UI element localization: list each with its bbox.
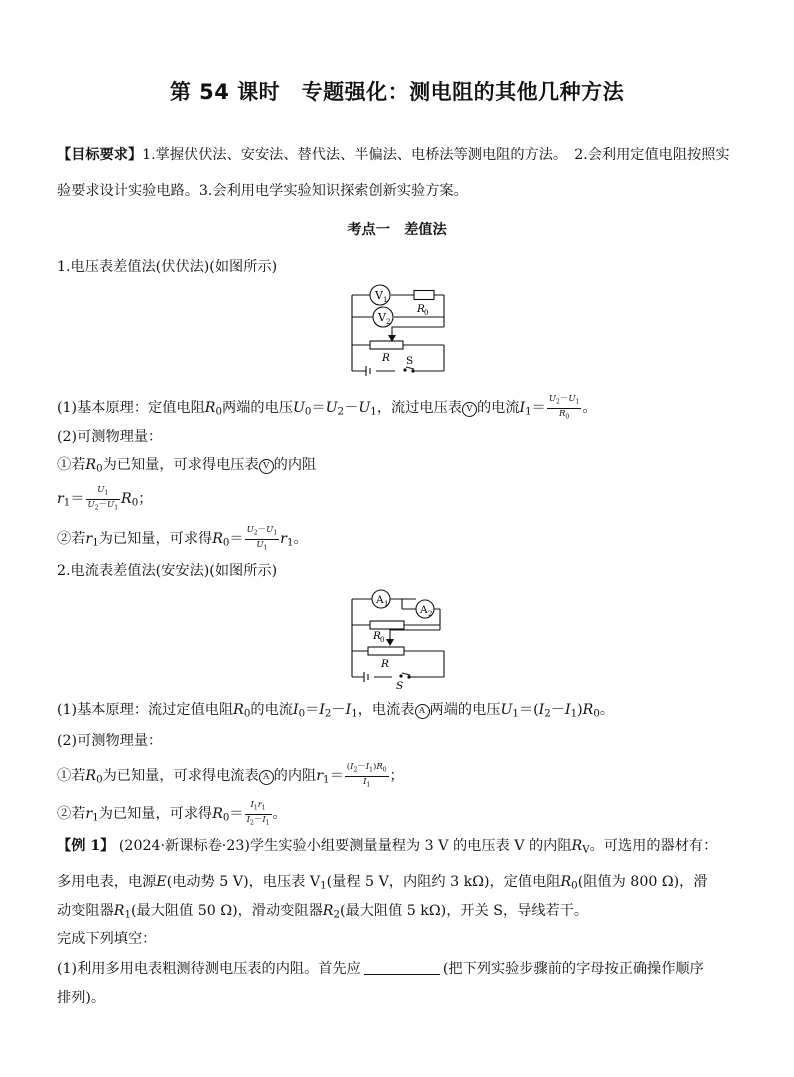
- ammeter-symbol-icon: A: [415, 704, 430, 719]
- r-label: R: [382, 352, 390, 364]
- example-line-6: 排列)。: [57, 990, 106, 1006]
- voltmeter-circuit-diagram: [340, 283, 460, 383]
- part2-measurable: (2)可测物理量：: [57, 733, 163, 749]
- example-line-1: 【例 1】 (2024·新课标卷·23)学生实验小组要测量量程为 3 V 的电压表 V 的内阻$R_V$。可选用的器材有：: [57, 838, 718, 856]
- a2-label: A: [420, 604, 428, 616]
- ammeter-symbol-icon: A: [259, 770, 274, 785]
- voltmeter-symbol-icon: V: [462, 402, 477, 417]
- r-label: R: [381, 658, 389, 670]
- example-line-4: 完成下列填空：: [57, 931, 157, 947]
- v1-label: V: [375, 289, 383, 302]
- part1-case1: ①若$R_0$为已知量，可求得电压表 V 的内阻: [57, 457, 317, 475]
- part2-principle: (1)基本原理：流过定值电阻$R_0$的电流$I_0=I_2-I_1$，电流表 A 两端的电压$U_1=(I_2-I_1)R_0$。: [57, 702, 615, 720]
- s-label: S: [406, 355, 414, 367]
- example-line-5: (1)利用多用电表粗测待测电压表的内阻。首先应 (把下列实验步骤前的字母按正确操作顺序: [57, 961, 704, 977]
- r0-sub: 0: [380, 636, 385, 644]
- a2-sub: 2: [428, 610, 433, 618]
- v2-sub: 2: [386, 318, 391, 326]
- example-line-2: 多用电表，电源E(电动势 5 V)，电压表 $V_1$(量程 5 V，内阻约 3 kΩ)，定值电阻$R_0$(阻值为 800 Ω)，滑: [57, 874, 708, 892]
- part2-heading: 2.电流表差值法(安安法)(如图所示): [57, 563, 278, 579]
- part1-heading: 1.电压表差值法(伏伏法)(如图所示): [57, 259, 278, 275]
- a1-sub: 1: [384, 600, 389, 608]
- voltmeter-symbol-icon: V: [259, 459, 274, 474]
- page-title: 第 54 课时 专题强化：测电阻的其他几种方法: [169, 80, 625, 104]
- s-label: S: [396, 680, 404, 692]
- section-heading: 考点一 差值法: [347, 222, 447, 238]
- part1-case2: ②若$r_1$为已知量，可求得$R_0=$ $\frac{U_2-U_1}{U_1}$ $r_1$。: [57, 525, 308, 552]
- v1-sub: 1: [383, 296, 388, 304]
- goal-line-1: [57, 145, 730, 165]
- part2-case2: ②若$r_1$为已知量，可求得$R_0=$ $\frac{I_1r_1}{I_2-I_1}$ 。: [57, 800, 287, 827]
- goal-label: 【目标要求】: [57, 147, 143, 163]
- ammeter-circuit-diagram: [340, 585, 460, 693]
- part1-measurable: (2)可测物理量：: [57, 429, 163, 445]
- v2-label: V: [378, 311, 386, 324]
- example-line-3: 动变阻器$R_1$(最大阻值 50 Ω)，滑动变阻器$R_2$(最大阻值 5 kΩ)，开关 S，导线若干。: [57, 903, 589, 921]
- part1-principle: (1)基本原理：定值电阻$R_0$两端的电压$U_0=U_2-U_1$，流过电压表 V 的电流$I_1=$ $\frac{U_2-U_1}{R_0}$ 。: [57, 394, 597, 421]
- part2-case1: ①若$R_0$为已知量，可求得电流表 A 的内阻$r_1=$ $\frac{(I_2-I_1)R_0}{I_1}$ ；: [57, 762, 404, 789]
- r0-label: R: [373, 630, 381, 642]
- goal-text-1: 1.掌握伏伏法、安安法、替代法、半偏法、电桥法等测电阻的方法。 2.会利用定值电阻按照实: [142, 147, 730, 163]
- r0-label: R: [417, 303, 425, 315]
- goal-line-2: 验要求设计实验电路。3.会利用电学实验知识探索创新实验方案。: [57, 183, 468, 199]
- a1-label: A: [376, 594, 384, 606]
- r0-sub: 0: [424, 309, 429, 317]
- part1-formula-r1: $r_1=$ $\frac{U_1}{U_2-U_1}$ $R_0$；: [57, 485, 153, 512]
- answer-blank[interactable]: [364, 960, 440, 975]
